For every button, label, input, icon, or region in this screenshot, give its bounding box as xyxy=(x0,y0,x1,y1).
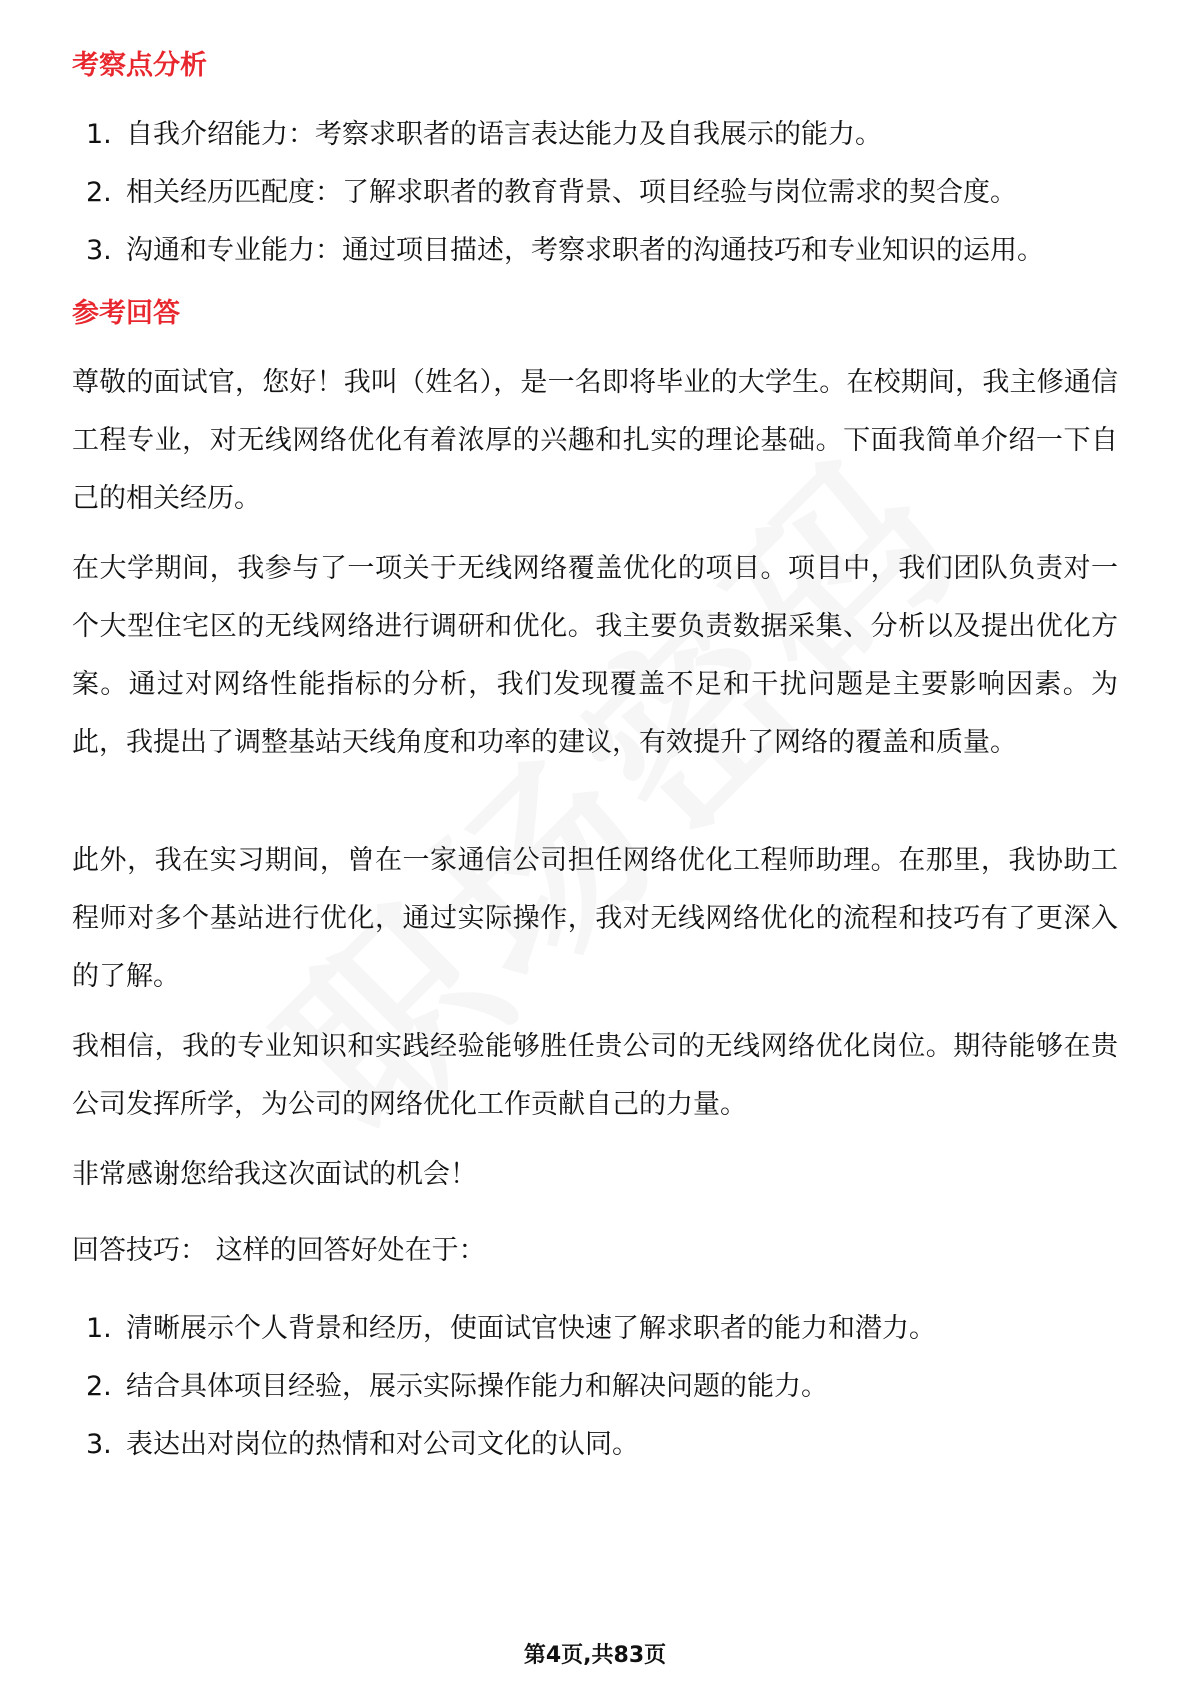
list-number: 1. xyxy=(86,119,112,150)
answer-paragraph: 尊敬的面试官，您好！我叫（姓名），是一名即将毕业的大学生。在校期间，我主修通信工程专业，对无线网络优化有着浓厚的兴趣和扎实的理论基础。下面我简单介绍一下自己的相关经历。 xyxy=(72,367,1118,514)
answer-paragraph: 此外，我在实习期间，曾在一家通信公司担任网络优化工程师助理。在那里，我协助工程师对多个基站进行优化，通过实际操作，我对无线网络优化的流程和技巧有了更深入的了解。 xyxy=(72,845,1118,992)
list-item xyxy=(72,106,1118,164)
list-item xyxy=(72,1416,1118,1474)
tips-intro: 回答技巧： 这样的回答好处在于： xyxy=(72,1235,486,1266)
analysis-list xyxy=(72,106,1118,280)
list-item xyxy=(72,1358,1118,1416)
list-item xyxy=(72,1300,1118,1358)
list-number: 2. xyxy=(86,1371,112,1402)
section-heading-analysis: 考察点分析 xyxy=(72,50,207,81)
page-number-footer: 第4页,共83页 xyxy=(523,1643,667,1668)
tips-list xyxy=(72,1300,1118,1474)
list-number: 3. xyxy=(86,235,112,266)
list-number: 3. xyxy=(86,1429,112,1460)
list-text: 清晰展示个人背景和经历，使面试官快速了解求职者的能力和潜力。 xyxy=(126,1313,936,1344)
list-text: 结合具体项目经验，展示实际操作能力和解决问题的能力。 xyxy=(126,1371,828,1402)
section-heading-answer: 参考回答 xyxy=(72,298,180,329)
list-number: 1. xyxy=(86,1313,112,1344)
list-text: 表达出对岗位的热情和对公司文化的认同。 xyxy=(126,1429,639,1460)
list-text: 相关经历匹配度：了解求职者的教育背景、项目经验与岗位需求的契合度。 xyxy=(126,177,1017,208)
list-text: 沟通和专业能力：通过项目描述，考察求职者的沟通技巧和专业知识的运用。 xyxy=(126,235,1044,266)
answer-paragraph: 在大学期间，我参与了一项关于无线网络覆盖优化的项目。项目中，我们团队负责对一个大型住宅区的无线网络进行调研和优化。我主要负责数据采集、分析以及提出优化方案。通过对网络性能指标的分析，我们发现覆盖不足和干扰问题是主要影响因素。为此，我提出了调整基站天线角度和功率的建议，有效提升了网络的覆盖和质量。 xyxy=(72,553,1118,758)
list-item xyxy=(72,164,1118,222)
list-item xyxy=(72,222,1118,280)
list-text: 自我介绍能力：考察求职者的语言表达能力及自我展示的能力。 xyxy=(126,119,882,150)
list-number: 2. xyxy=(86,177,112,208)
answer-paragraph: 非常感谢您给我这次面试的机会！ xyxy=(72,1159,477,1190)
answer-paragraph: 我相信，我的专业知识和实践经验能够胜任贵公司的无线网络优化岗位。期待能够在贵公司发挥所学，为公司的网络优化工作贡献自己的力量。 xyxy=(72,1031,1118,1120)
